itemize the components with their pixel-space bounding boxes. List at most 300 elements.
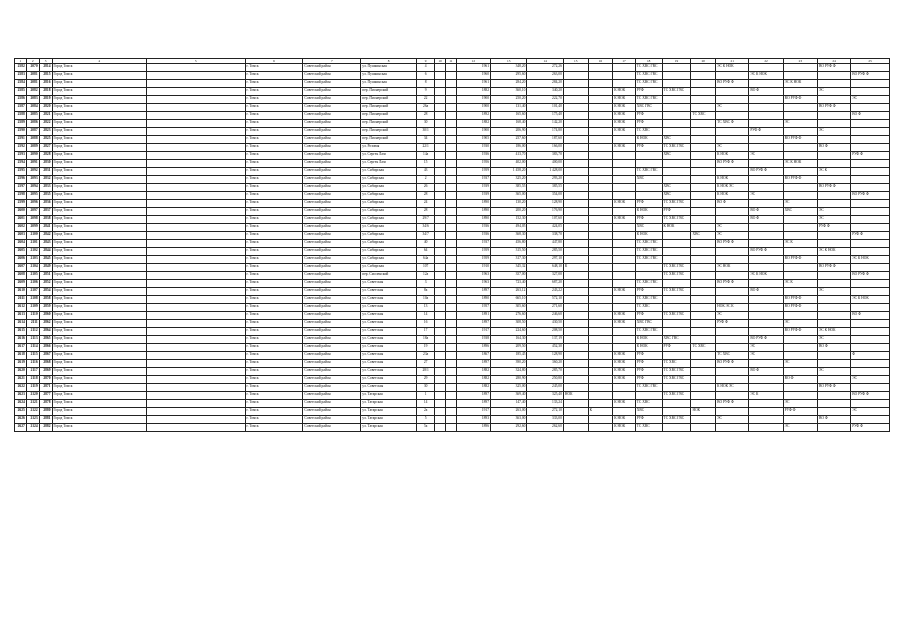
table-cell: ТС ХВС <box>635 400 662 408</box>
table-cell: 2604 <box>15 240 27 248</box>
table-cell: ХВС ГВС <box>635 104 662 112</box>
table-cell: 2835 <box>39 192 52 200</box>
table-cell: Город Томск <box>52 80 146 88</box>
table-cell: 1963 <box>456 272 490 280</box>
table-cell <box>851 280 890 288</box>
table-cell: Советский район <box>303 384 361 392</box>
table-cell: Город Томск <box>52 304 146 312</box>
table-cell: г. Томск <box>245 96 303 104</box>
table-cell: Город Томск <box>52 264 146 272</box>
table-cell: ВО РУФ Ф <box>716 240 749 248</box>
table-cell: ул. Сибирская <box>361 240 417 248</box>
table-cell: Город Томск <box>52 296 146 304</box>
table-cell <box>435 144 446 152</box>
table-cell: 2090 <box>26 152 39 160</box>
table-cell <box>691 104 716 112</box>
table-cell <box>445 80 456 88</box>
table-cell <box>563 200 588 208</box>
table-cell <box>445 192 456 200</box>
table-cell <box>691 128 716 136</box>
table-cell: ул. Советская <box>361 384 417 392</box>
column-header: 6 <box>245 59 303 64</box>
table-cell: РУФ <box>635 144 662 152</box>
table-cell: 452,30 <box>527 344 563 352</box>
table-cell: г. Томск <box>245 232 303 240</box>
table-cell: 2814 <box>39 64 52 72</box>
table-cell: г. Томск <box>245 72 303 80</box>
table-cell <box>588 344 613 352</box>
table-cell <box>851 328 890 336</box>
table-cell <box>445 200 456 208</box>
table-cell: ВО РУФ Ф <box>851 272 890 280</box>
table-cell: 360,10 <box>491 88 527 96</box>
table-cell <box>146 280 245 288</box>
table-cell: ВО РУФ Ф <box>716 80 749 88</box>
table-cell: 257,60 <box>491 136 527 144</box>
table-cell: РУФ <box>635 112 662 120</box>
table-cell: ХВС <box>783 208 817 216</box>
table-cell: ВО РУФ Ф <box>817 184 850 192</box>
table-cell: 1897 <box>456 392 490 400</box>
table-cell: 340,20 <box>527 88 563 96</box>
table-cell <box>817 392 850 400</box>
table-cell: 424,05 <box>527 224 563 232</box>
table-cell <box>691 376 716 384</box>
table-cell <box>563 96 588 104</box>
table-row <box>15 120 890 128</box>
table-cell: ул. Советская <box>361 352 417 360</box>
table-cell: ЭС К НОК <box>817 328 850 336</box>
table-cell: 243,22 <box>527 288 563 296</box>
table-cell <box>691 312 716 320</box>
table-cell: ЭС К НОК <box>749 272 783 280</box>
table-cell: 1910 <box>456 264 490 272</box>
table-cell: 1897 <box>456 360 490 368</box>
table-cell <box>851 104 890 112</box>
table-cell: Город Томск <box>52 152 146 160</box>
table-cell <box>588 288 613 296</box>
table-cell: пер. Пионерский <box>361 88 417 96</box>
table-cell: 2094 <box>26 184 39 192</box>
table-cell <box>817 176 850 184</box>
table-cell <box>445 344 456 352</box>
table-cell: 2828 <box>39 152 52 160</box>
table-cell <box>146 224 245 232</box>
table-cell: 1890 <box>456 216 490 224</box>
table-cell: г. Томск <box>245 152 303 160</box>
table-cell: Город Томск <box>52 384 146 392</box>
table-cell <box>563 336 588 344</box>
table-cell: Город Томск <box>52 400 146 408</box>
table-cell: 1892 <box>456 112 490 120</box>
table-cell: РУФ Ф <box>851 152 890 160</box>
table-cell <box>613 248 636 256</box>
table-cell: 2582 <box>15 64 27 72</box>
table-cell: ХВС <box>662 184 691 192</box>
table-cell: 64а <box>417 256 435 264</box>
table-cell <box>445 296 456 304</box>
column-header: 8 <box>361 59 417 64</box>
table-row <box>15 304 890 312</box>
table-cell: 1957 <box>456 304 490 312</box>
table-cell <box>613 384 636 392</box>
table-cell <box>817 424 850 432</box>
table-cell <box>851 80 890 88</box>
table-cell <box>563 408 588 416</box>
table-cell: Советский район <box>303 288 361 296</box>
table-cell <box>851 208 890 216</box>
table-cell <box>563 224 588 232</box>
table-cell <box>749 240 783 248</box>
table-cell: 2098 <box>26 216 39 224</box>
table-cell <box>563 352 588 360</box>
table-cell: 2596 <box>15 176 27 184</box>
table-cell <box>435 104 446 112</box>
table-cell <box>613 72 636 80</box>
table-cell: Советский район <box>303 344 361 352</box>
table-cell <box>435 360 446 368</box>
table-cell: 2621 <box>15 376 27 384</box>
table-cell <box>435 136 446 144</box>
table-cell: Советский район <box>303 328 361 336</box>
table-cell <box>146 408 245 416</box>
table-cell: ТС ХВС ГВС <box>635 328 662 336</box>
table-cell <box>563 128 588 136</box>
table-cell <box>783 352 817 360</box>
table-cell: ул. Пушкинская <box>361 64 417 72</box>
table-cell: Советский район <box>303 400 361 408</box>
table-cell: ТС ХВС ГВС <box>662 144 691 152</box>
table-cell <box>146 328 245 336</box>
table-cell <box>691 208 716 216</box>
table-cell: Советский район <box>303 256 361 264</box>
table-cell <box>146 256 245 264</box>
table-cell: ЭС <box>817 88 850 96</box>
table-cell: 2086 <box>26 120 39 128</box>
table-cell: К НОК <box>635 136 662 144</box>
table-cell: Советский район <box>303 184 361 192</box>
table-cell: 308,50 <box>491 320 527 328</box>
table-cell <box>445 304 456 312</box>
table-cell: 2595 <box>15 168 27 176</box>
table-cell: 2122 <box>26 408 39 416</box>
table-cell <box>435 200 446 208</box>
table-cell: 1939 <box>456 192 490 200</box>
table-cell: ТС ХВС ГВС <box>662 216 691 224</box>
table-cell <box>563 176 588 184</box>
table-cell <box>146 160 245 168</box>
table-cell: 1896 <box>456 344 490 352</box>
table-cell <box>662 176 691 184</box>
table-cell: 2841 <box>39 224 52 232</box>
table-cell <box>146 400 245 408</box>
table-cell: 2124 <box>26 424 39 432</box>
table-cell <box>435 216 446 224</box>
table-cell: 1897 <box>456 288 490 296</box>
table-cell: Советский район <box>303 320 361 328</box>
table-cell: ВО РУФ Ф <box>851 392 890 400</box>
table-cell <box>588 376 613 384</box>
table-cell: К НОК <box>613 88 636 96</box>
table-cell: Город Томск <box>52 168 146 176</box>
table-cell <box>445 240 456 248</box>
table-cell: ул. Советская <box>361 368 417 376</box>
table-cell: 147,40 <box>491 400 527 408</box>
table-cell: ТС ХВС <box>691 112 716 120</box>
table-cell <box>445 184 456 192</box>
table-cell: 285,50 <box>527 248 563 256</box>
table-cell: г. Томск <box>245 384 303 392</box>
table-cell: 34/6 <box>417 224 435 232</box>
table-cell: 2614 <box>15 320 27 328</box>
table-cell <box>445 152 456 160</box>
table-cell: 5 <box>417 416 435 424</box>
table-cell: 2870 <box>39 376 52 384</box>
table-cell: ЭС <box>749 352 783 360</box>
table-cell <box>749 200 783 208</box>
table-cell: 2843 <box>39 240 52 248</box>
table-cell: 14а <box>417 152 435 160</box>
table-cell: пер. Пионерский <box>361 104 417 112</box>
table-cell <box>691 168 716 176</box>
table-cell: К НОК <box>613 368 636 376</box>
table-cell <box>613 184 636 192</box>
table-cell <box>783 232 817 240</box>
table-cell: 2603 <box>15 232 27 240</box>
table-cell <box>817 400 850 408</box>
table-cell: 2111 <box>26 320 39 328</box>
table-cell: ВО РУФ Ф <box>783 136 817 144</box>
table-cell: ТС ХВС ГВС <box>662 312 691 320</box>
table-cell: 2866 <box>39 344 52 352</box>
table-cell <box>783 128 817 136</box>
table-cell: 2587 <box>15 104 27 112</box>
table-cell: Город Томск <box>52 112 146 120</box>
table-cell: 2854 <box>39 288 52 296</box>
table-cell <box>662 80 691 88</box>
table-cell <box>749 224 783 232</box>
table-cell: ТС ХВС <box>635 128 662 136</box>
table-cell: 28/1 <box>417 368 435 376</box>
table-cell <box>445 104 456 112</box>
table-cell <box>435 280 446 288</box>
table-cell <box>783 312 817 320</box>
table-cell <box>563 208 588 216</box>
table-cell <box>445 336 456 344</box>
table-cell <box>691 336 716 344</box>
table-row <box>15 256 890 264</box>
table-cell <box>435 352 446 360</box>
table-cell: 2а <box>417 408 435 416</box>
table-cell: г. Томск <box>245 344 303 352</box>
table-cell <box>716 256 749 264</box>
table-cell <box>146 152 245 160</box>
table-cell: 1959 <box>456 248 490 256</box>
table-cell <box>691 264 716 272</box>
table-cell: 2825 <box>39 136 52 144</box>
table-cell: ул. Сибирская <box>361 192 417 200</box>
table-cell <box>691 192 716 200</box>
table-row <box>15 72 890 80</box>
table-cell <box>749 256 783 264</box>
table-cell <box>588 200 613 208</box>
table-cell: 222,70 <box>527 96 563 104</box>
table-cell <box>146 320 245 328</box>
table-cell <box>691 320 716 328</box>
table-cell: ЭС <box>817 128 850 136</box>
table-cell <box>783 72 817 80</box>
table-cell: ХВС <box>662 136 691 144</box>
table-row <box>15 136 890 144</box>
table-cell <box>613 232 636 240</box>
table-cell <box>588 176 613 184</box>
table-row <box>15 328 890 336</box>
table-cell: 2091 <box>26 160 39 168</box>
table-cell <box>691 216 716 224</box>
table-cell: Город Томск <box>52 72 146 80</box>
table-cell <box>435 192 446 200</box>
table-cell <box>691 328 716 336</box>
table-cell: Советский район <box>303 240 361 248</box>
column-header: 9 <box>417 59 435 64</box>
table-cell <box>435 320 446 328</box>
column-header: 14 <box>527 59 563 64</box>
table-cell <box>749 384 783 392</box>
table-cell: 1900 <box>456 104 490 112</box>
table-cell: Советский район <box>303 120 361 128</box>
table-cell: ВО Ф <box>716 200 749 208</box>
table-cell: Город Томск <box>52 200 146 208</box>
table-cell: 2103 <box>26 256 39 264</box>
table-cell: 19 <box>417 344 435 352</box>
table-cell <box>588 72 613 80</box>
table-cell: ул. Советская <box>361 360 417 368</box>
table-cell: ЭС <box>783 360 817 368</box>
table-cell: К НОК ЭС <box>716 184 749 192</box>
table-cell: РУФ <box>635 416 662 424</box>
table-cell: 2099 <box>26 224 39 232</box>
table-cell <box>783 168 817 176</box>
table-cell <box>662 128 691 136</box>
table-cell: 2115 <box>26 352 39 360</box>
table-cell: 1963 <box>456 280 490 288</box>
table-cell: 1890 <box>456 208 490 216</box>
table-cell: ул. Татарская <box>361 400 417 408</box>
table-cell <box>146 176 245 184</box>
table-cell: 2838 <box>39 216 52 224</box>
table-cell <box>613 192 636 200</box>
table-cell: Город Томск <box>52 272 146 280</box>
table-cell: 2849 <box>39 264 52 272</box>
table-cell: ул. Сибирская <box>361 208 417 216</box>
table-cell: РУФ <box>635 360 662 368</box>
table-cell: 1936 <box>456 232 490 240</box>
table-cell: ХВС <box>691 232 716 240</box>
table-cell <box>635 392 662 400</box>
table-cell: ул. Татарская <box>361 424 417 432</box>
table-cell: 2070 <box>26 64 39 72</box>
table-cell <box>563 376 588 384</box>
table-cell: 1959 <box>456 168 490 176</box>
table-cell <box>146 352 245 360</box>
table-cell: Город Томск <box>52 144 146 152</box>
table-cell: ЭС К НОК <box>851 256 890 264</box>
table-cell: К НОК <box>635 232 662 240</box>
table-cell <box>851 176 890 184</box>
table-cell <box>613 328 636 336</box>
table-cell: 101,40 <box>527 104 563 112</box>
table-cell: 687,20 <box>527 280 563 288</box>
table-cell <box>563 144 588 152</box>
table-cell: 2600 <box>15 208 27 216</box>
table-row <box>15 96 890 104</box>
table-cell <box>851 288 890 296</box>
table-cell: К НОК <box>613 144 636 152</box>
table-cell: ТС ХВС <box>635 424 662 432</box>
table-cell: К НОК <box>716 176 749 184</box>
table-cell: 1891 <box>456 312 490 320</box>
table-cell: ТС ХВС ГВС <box>662 200 691 208</box>
table-cell: 8а <box>417 288 435 296</box>
table-cell: 2101 <box>26 240 39 248</box>
table-cell: 128,90 <box>527 200 563 208</box>
table-row <box>15 376 890 384</box>
table-cell <box>146 248 245 256</box>
table-cell <box>817 376 850 384</box>
table-row <box>15 88 890 96</box>
table-cell: 2880 <box>39 408 52 416</box>
table-cell <box>749 112 783 120</box>
table-cell <box>588 184 613 192</box>
table-cell: Советский район <box>303 264 361 272</box>
table-cell: 130,20 <box>491 200 527 208</box>
table-cell: г. Томск <box>245 280 303 288</box>
table-cell <box>662 408 691 416</box>
table-cell <box>146 296 245 304</box>
table-cell: ЭС <box>783 200 817 208</box>
table-cell: 280,90 <box>491 376 527 384</box>
table-cell: ЭС <box>817 216 850 224</box>
table-row <box>15 392 890 400</box>
table-cell: 2836 <box>39 200 52 208</box>
table-cell: 325,40 <box>527 392 563 400</box>
table-cell <box>691 88 716 96</box>
column-header: 1 <box>15 59 27 64</box>
table-cell: Советский район <box>303 200 361 208</box>
table-cell: ВО РУФ Ф <box>817 64 850 72</box>
table-cell <box>851 216 890 224</box>
table-cell: 2617 <box>15 344 27 352</box>
table-cell: К НОК <box>635 208 662 216</box>
table-cell: 263,00 <box>491 408 527 416</box>
table-cell: 245,00 <box>527 384 563 392</box>
table-cell: Советский район <box>303 312 361 320</box>
table-cell <box>691 384 716 392</box>
table-cell: ТС ХВС ГВС <box>635 72 662 80</box>
table-cell <box>662 352 691 360</box>
table-cell: 2860 <box>39 312 52 320</box>
table-cell: ВО Ф <box>817 144 850 152</box>
table-cell <box>563 72 588 80</box>
table-cell <box>783 224 817 232</box>
table-cell <box>445 384 456 392</box>
table-cell <box>435 272 446 280</box>
table-cell: ХВС ГВС <box>635 320 662 328</box>
table-cell <box>435 80 446 88</box>
column-header: 12 <box>456 59 490 64</box>
table-cell <box>613 224 636 232</box>
table-cell <box>635 160 662 168</box>
